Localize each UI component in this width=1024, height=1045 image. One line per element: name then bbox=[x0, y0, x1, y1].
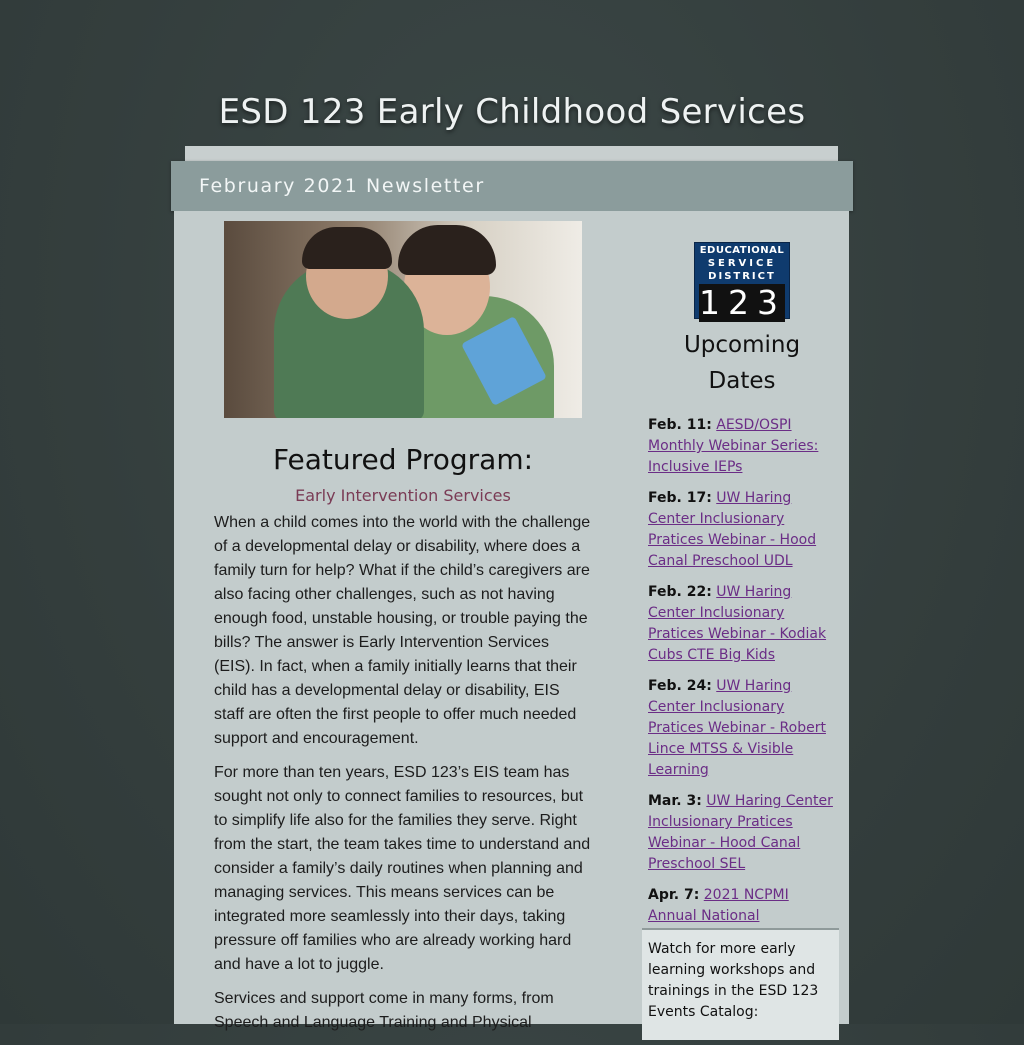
date-item bbox=[648, 415, 834, 478]
upcoming-dates-list bbox=[648, 415, 834, 958]
featured-article bbox=[214, 511, 594, 1045]
logo-line: SERVICE bbox=[707, 258, 777, 269]
event-link[interactable]: 2021 NCPMI Annual National bbox=[648, 887, 789, 924]
featured-program-subtitle: Early Intervention Services bbox=[295, 486, 511, 505]
logo-number: 123 bbox=[699, 283, 786, 322]
date-label: Feb. 22: bbox=[648, 584, 712, 600]
logo-line: DISTRICT bbox=[708, 271, 776, 282]
article-paragraph: When a child comes into the world with the challenge of a developmental delay or disability, where does a family turn for help? What if the child’s caregivers are also facing other challenges, such as not having enough food, unstable housing, or trouble paying the bills? The answer is Early Intervention Services (EIS). In fact, when a family initially learns that their child has a developmental delay or disability, EIS staff are often the first people to offer much needed support and encouragement. bbox=[214, 514, 591, 747]
upcoming-heading-line: Dates bbox=[708, 368, 776, 394]
upcoming-heading-line: Upcoming bbox=[683, 332, 801, 358]
banner-title: February 2021 Newsletter bbox=[199, 175, 485, 197]
event-link[interactable]: AESD/OSPI Monthly Webinar Series: Inclusive IEPs bbox=[648, 417, 819, 475]
date-label: Apr. 7: bbox=[648, 887, 700, 903]
featured-program-heading: Featured Program: bbox=[272, 443, 534, 476]
newsletter-banner bbox=[171, 161, 853, 211]
date-item bbox=[648, 582, 834, 666]
logo-line: EDUCATIONAL bbox=[699, 245, 785, 256]
newsletter-content bbox=[174, 211, 849, 1031]
date-label: Feb. 11: bbox=[648, 417, 712, 433]
child-figure bbox=[302, 227, 392, 269]
date-item bbox=[648, 676, 834, 781]
upcoming-dates-heading bbox=[642, 327, 842, 399]
date-item bbox=[648, 791, 834, 875]
event-link[interactable]: UW Haring Center Inclusionary Pratices Webinar - Hood Canal Preschool SEL bbox=[648, 793, 833, 872]
newsletter-title: ESD 123 Early Childhood Services bbox=[218, 92, 806, 132]
article-paragraph: Services and support come in many forms, from Speech and Language Training and Physical bbox=[214, 990, 554, 1031]
event-link[interactable]: UW Haring Center Inclusionary Pratices Webinar - Robert Lince MTSS & Visible Learning bbox=[648, 678, 826, 778]
article-paragraph: For more than ten years, ESD 123’s EIS team has sought not only to connect families to resources, but to simplify life also for the families they serve. Right from the start, the team takes time to understand and consider a family’s daily routines when planning and managing services. This means services can be integrated more seamlessly into their days, taking pressure off families who are already working hard and have a lot to juggle. bbox=[214, 764, 591, 973]
date-label: Feb. 24: bbox=[648, 678, 712, 694]
children-photo bbox=[224, 221, 582, 418]
date-label: Mar. 3: bbox=[648, 793, 702, 809]
child-figure bbox=[398, 225, 496, 275]
date-label: Feb. 17: bbox=[648, 490, 712, 506]
paper-edge bbox=[185, 146, 838, 162]
date-item bbox=[648, 488, 834, 572]
catalog-note: Watch for more early learning workshops and trainings in the ESD 123 Events Catalog: bbox=[648, 941, 819, 1020]
esd-logo bbox=[694, 242, 790, 322]
event-link[interactable]: UW Haring Center Inclusionary Pratices Webinar - Kodiak Cubs CTE Big Kids bbox=[648, 584, 827, 663]
event-link[interactable]: UW Haring Center Inclusionary Pratices Webinar - Hood Canal Preschool UDL bbox=[648, 490, 817, 569]
